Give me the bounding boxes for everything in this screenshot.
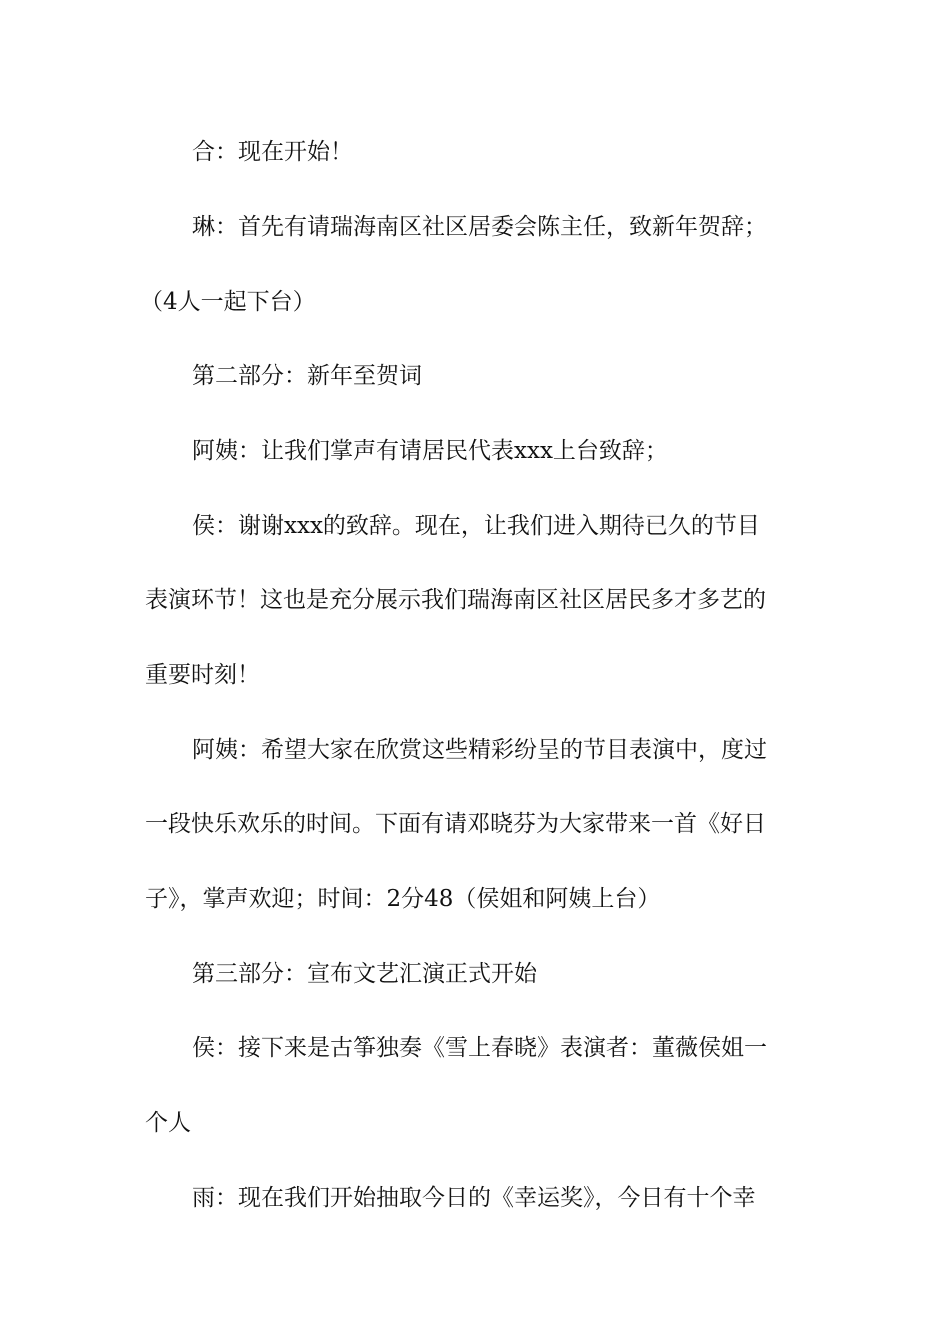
text-line-3: （4人一起下台） (140, 289, 316, 315)
text-line-15: 雨：现在我们开始抽取今日的《幸运奖》，今日有十个幸 (192, 1185, 756, 1211)
text-line-6: 侯：谢谢xxx的致辞。现在，让我们进入期待已久的节目 (192, 513, 760, 539)
text-line-1: 合：现在开始！ (192, 139, 353, 165)
text-line-7: 表演环节！这也是充分展示我们瑞海南区社区居民多才多艺的 (145, 587, 766, 613)
text-line-8: 重要时刻！ (145, 662, 260, 688)
text-line-9: 阿姨：希望大家在欣赏这些精彩纷呈的节目表演中，度过 (192, 737, 767, 763)
text-line-13: 侯：接下来是古筝独奏《雪上春晓》表演者：董薇侯姐一 (192, 1035, 767, 1061)
section-heading-2: 第二部分：新年至贺词 (192, 363, 422, 389)
text-line-10: 一段快乐欢乐的时间。下面有请邓晓芬为大家带来一首《好日 (145, 811, 766, 837)
text-line-5: 阿姨：让我们掌声有请居民代表xxx上台致辞； (192, 438, 668, 464)
text-line-14: 个人 (145, 1110, 191, 1136)
text-line-2: 琳：首先有请瑞海南区社区居委会陈主任，致新年贺辞； (192, 214, 767, 240)
text-line-11: 子》，掌声欢迎；时间：2分48（侯姐和阿姨上台） (145, 886, 661, 912)
section-heading-3: 第三部分：宣布文艺汇演正式开始 (192, 961, 537, 987)
